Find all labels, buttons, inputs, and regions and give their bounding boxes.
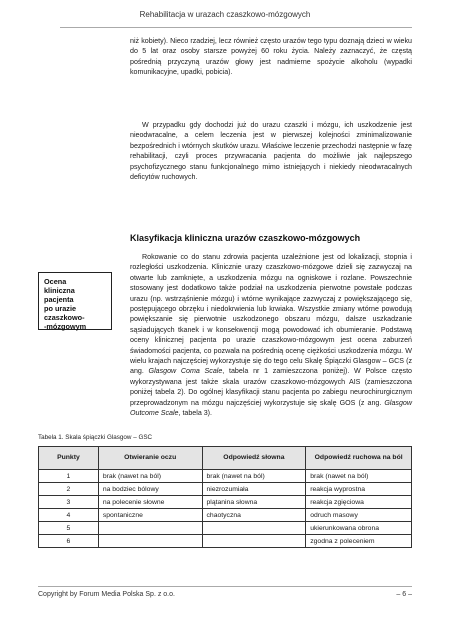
table-cell: 1 (39, 470, 99, 483)
paragraph-3-italic-1: Glasgow Coma Scale (148, 367, 223, 376)
paragraph-1: niż kobiety). Nieco rzadziej, lecz również często urazów tego typu doznają dzieci w wieku do 5 lat oraz osoby starsze powyżej 60 roku życia. Należy zaznaczyć, że częstą pośrednią przyczyną urazów głowy jest nadmierne spożycie alkoholu (wypadki komunikacyjne, upadki, pobicia). (130, 37, 412, 77)
table-cell (98, 535, 202, 548)
table-cell (98, 522, 202, 535)
header-verbal-response: Odpowiedź słowna (202, 447, 306, 470)
table-cell: 3 (39, 496, 99, 509)
table-cell: na bodziec bólowy (98, 483, 202, 496)
sidebar-note: Ocena kliniczna pacjenta po urazie czaszkowo- -mózgowym (38, 272, 112, 330)
footer-divider (38, 586, 412, 587)
paragraph-3-italic-2: Glasgow Outcome Scale (130, 398, 412, 418)
table-cell: zgodna z poleceniem (306, 535, 412, 548)
header-points: Punkty (39, 447, 99, 470)
table-cell: odruch masowy (306, 509, 412, 522)
paragraph-3-text-1: Rokowanie co do stanu zdrowia pacjenta uzależnione jest od lokalizacji, stopnia i rozległości uszkodzenia. Klinicznie urazy czaszkowo-mózgowe dzieli się zazwyczaj na otwarte lub zamknięte, a uszkodzenia mózgu na ogniskowe i rozlane. Powszechnie stosowany jest dodatkowo także podział na uszkodzenia pierwotne powstałe podczas urazu (np. wstrząśnienie mózgu) i wtórne wynikające zazwyczaj z powiększającego się, postępującego obrzęku i niedokrwienia lub krwiaka. Wszystkie zmiany wtórne powodują powiększanie się pierwotnie uszkodzonego obszaru mózgu, dalsze uszkadzanie sąsiadujących tkanek i w konsekwencji mogą powodować ich obumieranie. Podstawą oceny klinicznej pacjenta po urazie czaszkowo-mózgowym jest ocena zaburzeń świadomości pacjenta, co pozwala na pośrednią ocenę ciężkości uszkodzenia mózgu. W wielu krajach najczęściej wykorzystuje się do tego celu Skalę Śpiączki Glasgow – GCS (z ang. (130, 253, 412, 376)
section-heading: Klasyfikacja kliniczna urazów czaszkowo-mózgowych (130, 233, 361, 243)
table-cell: brak (nawet na ból) (306, 470, 412, 483)
paragraph-3-text-3: , tabela 3). (178, 409, 213, 418)
table-row (39, 470, 412, 483)
header-eye-opening: Otwieranie oczu (98, 447, 202, 470)
table-cell: plątanina słowna (202, 496, 306, 509)
table-cell: na polecenie słowne (98, 496, 202, 509)
table-cell: ukierunkowana obrona (306, 522, 412, 535)
table-header-row (39, 447, 412, 470)
table-row (39, 496, 412, 509)
paragraph-3-text-2: , tabela nr 1 zamieszczona poniżej). W Polsce często wykorzystywana jest także skala urazów czaszkowo-mózgowych AIS (zamieszczona poniżej tabela 2). Do ogólnej klasyfikacji stanu pacjenta po zabiegu neurochirurgicznym przeprowadzonym na mózgu najczęściej wykorzystuje się skalę GOS (z ang. (130, 367, 412, 407)
table-row (39, 535, 412, 548)
table-cell: 5 (39, 522, 99, 535)
table-caption: Tabela 1. Skala śpiączki Glasgow – GSC (38, 434, 153, 441)
footer-copyright: Copyright by Forum Media Polska Sp. z o.o. (38, 591, 175, 598)
table-cell: chaotyczna (202, 509, 306, 522)
glasgow-scale-table (38, 446, 412, 548)
table-cell: niezrozumiała (202, 483, 306, 496)
running-header: Rehabilitacja w urazach czaszkowo-mózgowych (139, 10, 311, 19)
table-cell: reakcja wyprostna (306, 483, 412, 496)
table-cell: brak (nawet na ból) (202, 470, 306, 483)
table-row (39, 509, 412, 522)
table-cell: spontaniczne (98, 509, 202, 522)
header-divider (60, 27, 412, 28)
table-cell (202, 535, 306, 548)
header-motor-response: Odpowiedź ruchowa na ból (306, 447, 412, 470)
table-cell: 6 (39, 535, 99, 548)
paragraph-2: W przypadku gdy dochodzi już do urazu czaszki i mózgu, ich uszkodzenie jest nieodwracalne, a celem leczenia jest w pierwszej kolejności zminimalizowanie bezpośrednich i wtórnych skutków urazu. Właściwe leczenie przechodzi następnie w fazę rehabilitacji, czyli proces przywracania pacjenta do możliwie jak najlepszego psychofizycznego stanu funkcjonalnego mimo istniejących i niekiedy nieodwracalnych deficytów ruchowych. (130, 121, 412, 182)
table-cell: reakcja zgięciowa (306, 496, 412, 509)
table-cell: brak (nawet na ból) (98, 470, 202, 483)
table-cell: 4 (39, 509, 99, 522)
paragraph-3 (130, 252, 412, 419)
table-row (39, 522, 412, 535)
table-row (39, 483, 412, 496)
page-number: – 6 – (396, 591, 412, 598)
table-cell (202, 522, 306, 535)
table-cell: 2 (39, 483, 99, 496)
